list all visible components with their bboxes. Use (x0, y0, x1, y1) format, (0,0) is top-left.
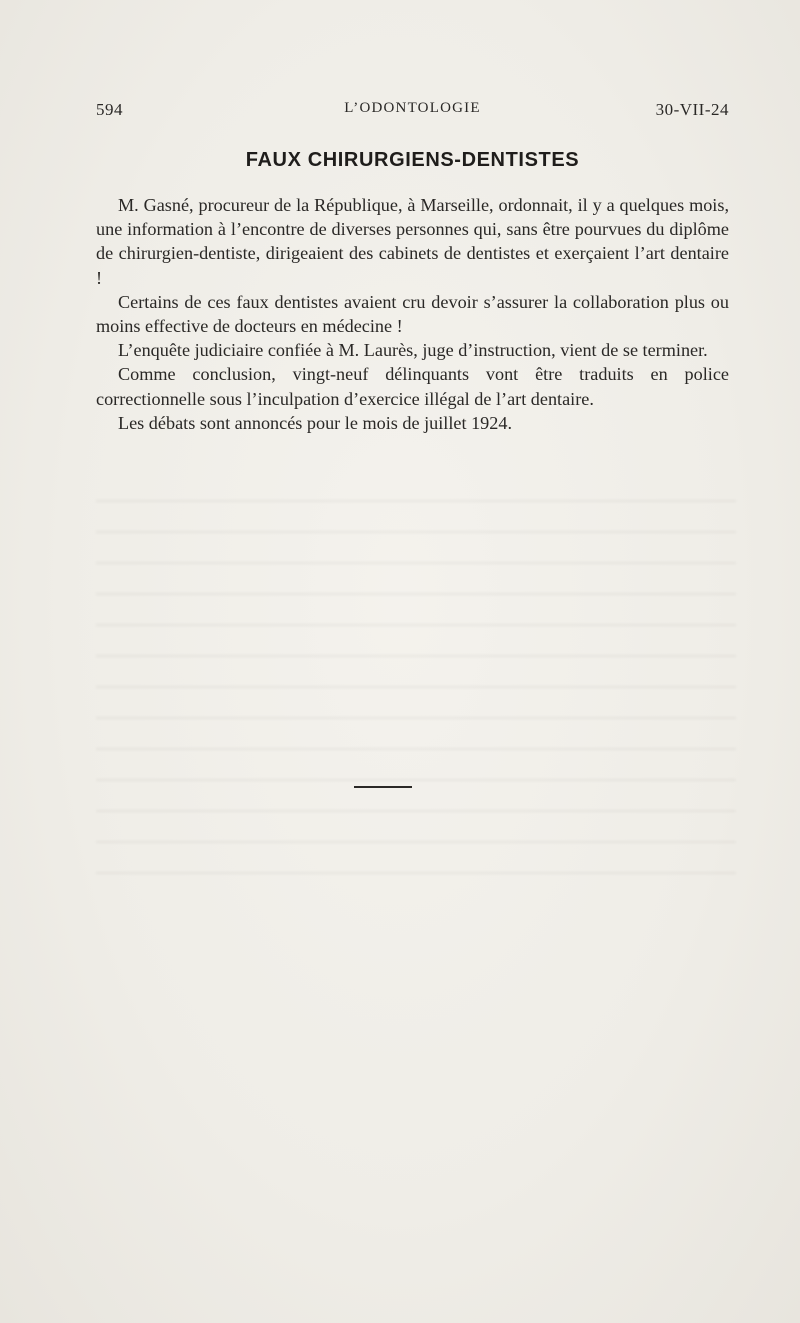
paragraph: L’enquête judiciaire confiée à M. Laurès, juge d’instruction, vient de se terminer. (118, 340, 708, 361)
paragraph: Certains de ces faux dentistes avaient cru devoir s’assurer la collaboration plus ou moins effective de docteurs en médecine ! (96, 291, 729, 337)
issue-date: 30-VII-24 (655, 100, 729, 119)
show-through-texture (96, 480, 736, 900)
journal-title: L’ODONTOLOGIE (344, 100, 481, 116)
running-header (96, 100, 729, 126)
page-number: 594 (96, 100, 123, 119)
paragraph: Comme conclusion, vingt-neuf délinquants vont être traduits en police correctionnelle sous l’inculpation d’exercice illégal de l’art dentaire. (96, 364, 729, 409)
end-of-article-rule (354, 786, 412, 788)
paragraph: M. Gasné, procureur de la République, à Marseille, ordonnait, il y a quelques mois, une information à l’encontre de diverses personnes qui, sans être pourvues du diplôme de chirurgien-dentiste, dirigeaient des cabinets de dentistes et exerçaient l’art dentaire ! (96, 195, 729, 288)
article-body (96, 193, 729, 435)
paragraph: Les débats sont annoncés pour le mois de juillet 1924. (118, 412, 512, 433)
article-title: FAUX CHIRURGIENS-DENTISTES (245, 149, 580, 171)
